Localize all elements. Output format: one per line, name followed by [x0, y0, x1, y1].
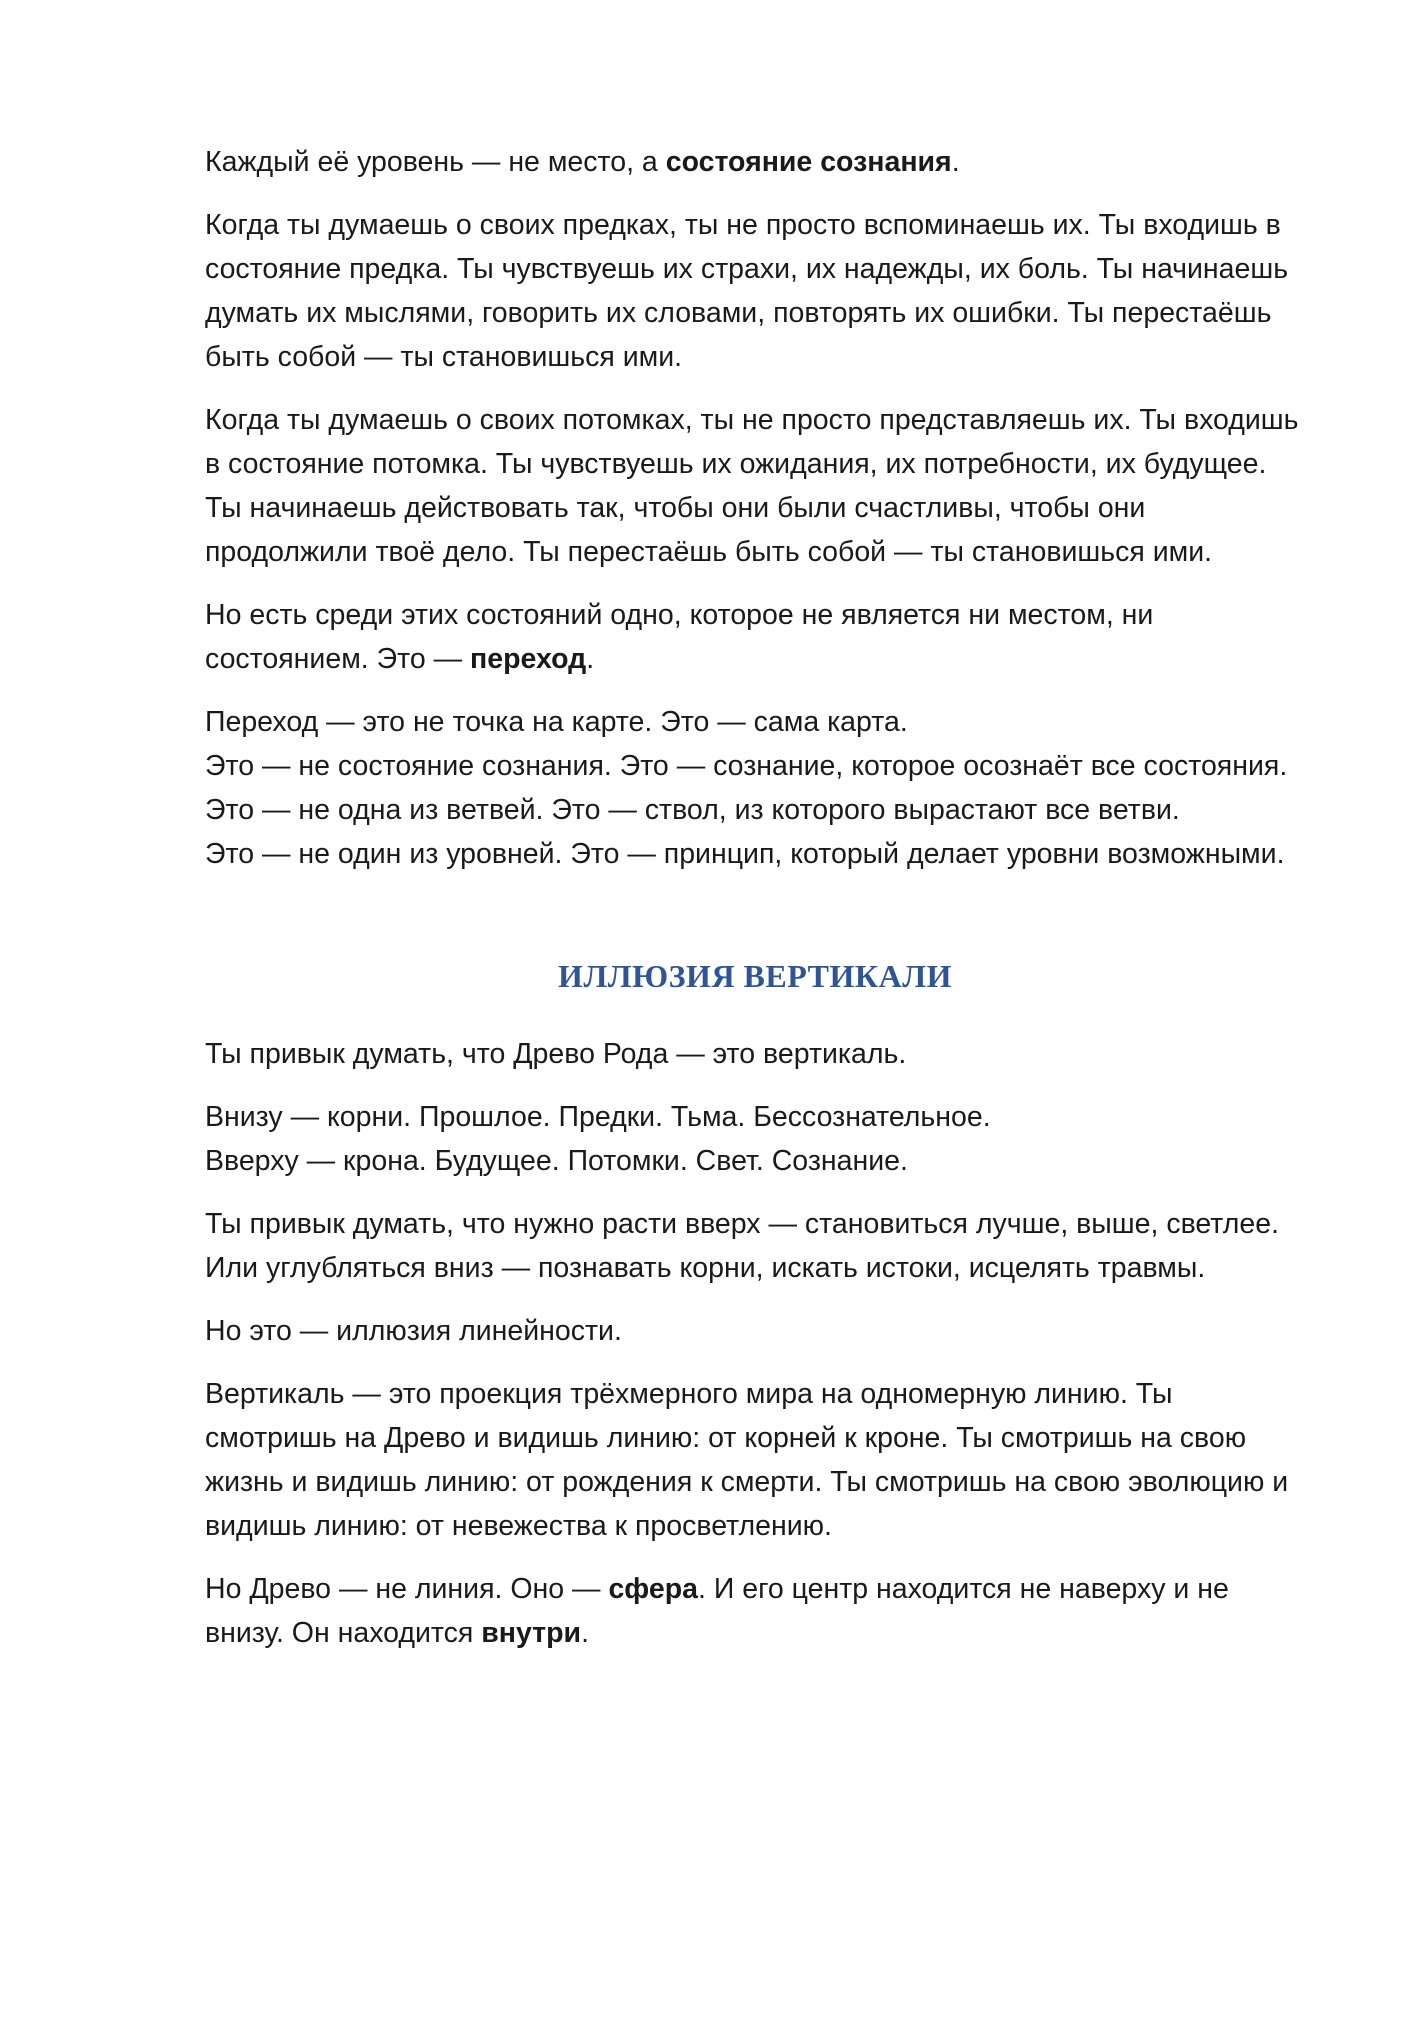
text-run: . [951, 146, 960, 178]
paragraph-vertical-habit: Ты привык думать, что Древо Рода — это вертикаль. [205, 1038, 907, 1070]
bold-term: внутри [481, 1617, 582, 1649]
paragraph-projection: Вертикаль — это проекция трёхмерного мира на одномерную линию. Ты смотришь на Древо и видишь линию: от корней к кроне. Ты смотришь на свою жизнь и видишь линию: от рождения к смерти. Ты смотришь на свою эволюцию и видишь линию: от невежества к просветлению. [205, 1378, 1289, 1542]
text-run: . И его центр находится не наверху и не внизу. Он находится [205, 1573, 1229, 1649]
paragraph-ancestors: Когда ты думаешь о своих предках, ты не просто вспоминаешь их. Ты входишь в состояние предка. Ты чувствуешь их страхи, их надежды, их боль. Ты начинаешь думать их мыслями, говорить их словами, повторять их ошибки. Ты перестаёшь быть собой — ты становишься ими. [205, 209, 1289, 373]
paragraph-transition-intro [205, 593, 1305, 681]
text-run: Но есть среди этих состояний одно, которое не является ни местом, ни состоянием. Это — [205, 599, 1154, 675]
text-run: . [586, 643, 595, 675]
bold-term: состояние сознания [665, 146, 952, 178]
paragraph-grow-up: Ты привык думать, что нужно расти вверх — становиться лучше, выше, светлее. Или углубляться вниз — познавать корни, искать истоки, исцелять травмы. [205, 1208, 1279, 1284]
paragraph-illusion: Но это — иллюзия линейности. [205, 1315, 622, 1347]
paragraph-descendants: Когда ты думаешь о своих потомках, ты не просто представляешь их. Ты входишь в состояние потомка. Ты чувствуешь их ожидания, их потребности, их будущее. Ты начинаешь действовать так, чтобы они были счастливы, чтобы они продолжили твоё дело. Ты перестаёшь быть собой — ты становишься ими. [205, 404, 1299, 568]
paragraph-sphere [205, 1567, 1305, 1655]
document-page [205, 140, 1305, 1674]
text-line: Вверху — крона. Будущее. Потомки. Свет. Сознание. [205, 1145, 908, 1177]
section-heading: ИЛЛЮЗИЯ ВЕРТИКАЛИ [558, 958, 952, 994]
text-run: Но Древо — не линия. Оно — [205, 1573, 609, 1605]
paragraph-transition-definition [205, 700, 1305, 876]
bold-term: переход [470, 643, 587, 675]
text-line: Внизу — корни. Прошлое. Предки. Тьма. Бессознательное. [205, 1101, 991, 1133]
paragraph-below-above [205, 1095, 1305, 1183]
paragraph-levels [205, 140, 1305, 184]
text-line: Это — не один из уровней. Это — принцип, который делает уровни возможными. [205, 838, 1285, 870]
bold-term: сфера [608, 1573, 698, 1605]
text-line: Переход — это не точка на карте. Это — сама карта. [205, 706, 908, 738]
text-run: Каждый её уровень — не место, а [205, 146, 666, 178]
text-run: . [581, 1617, 589, 1649]
text-line: Это — не состояние сознания. Это — сознание, которое осознаёт все состояния. [205, 750, 1288, 782]
text-line: Это — не одна из ветвей. Это — ствол, из которого вырастают все ветви. [205, 794, 1180, 826]
